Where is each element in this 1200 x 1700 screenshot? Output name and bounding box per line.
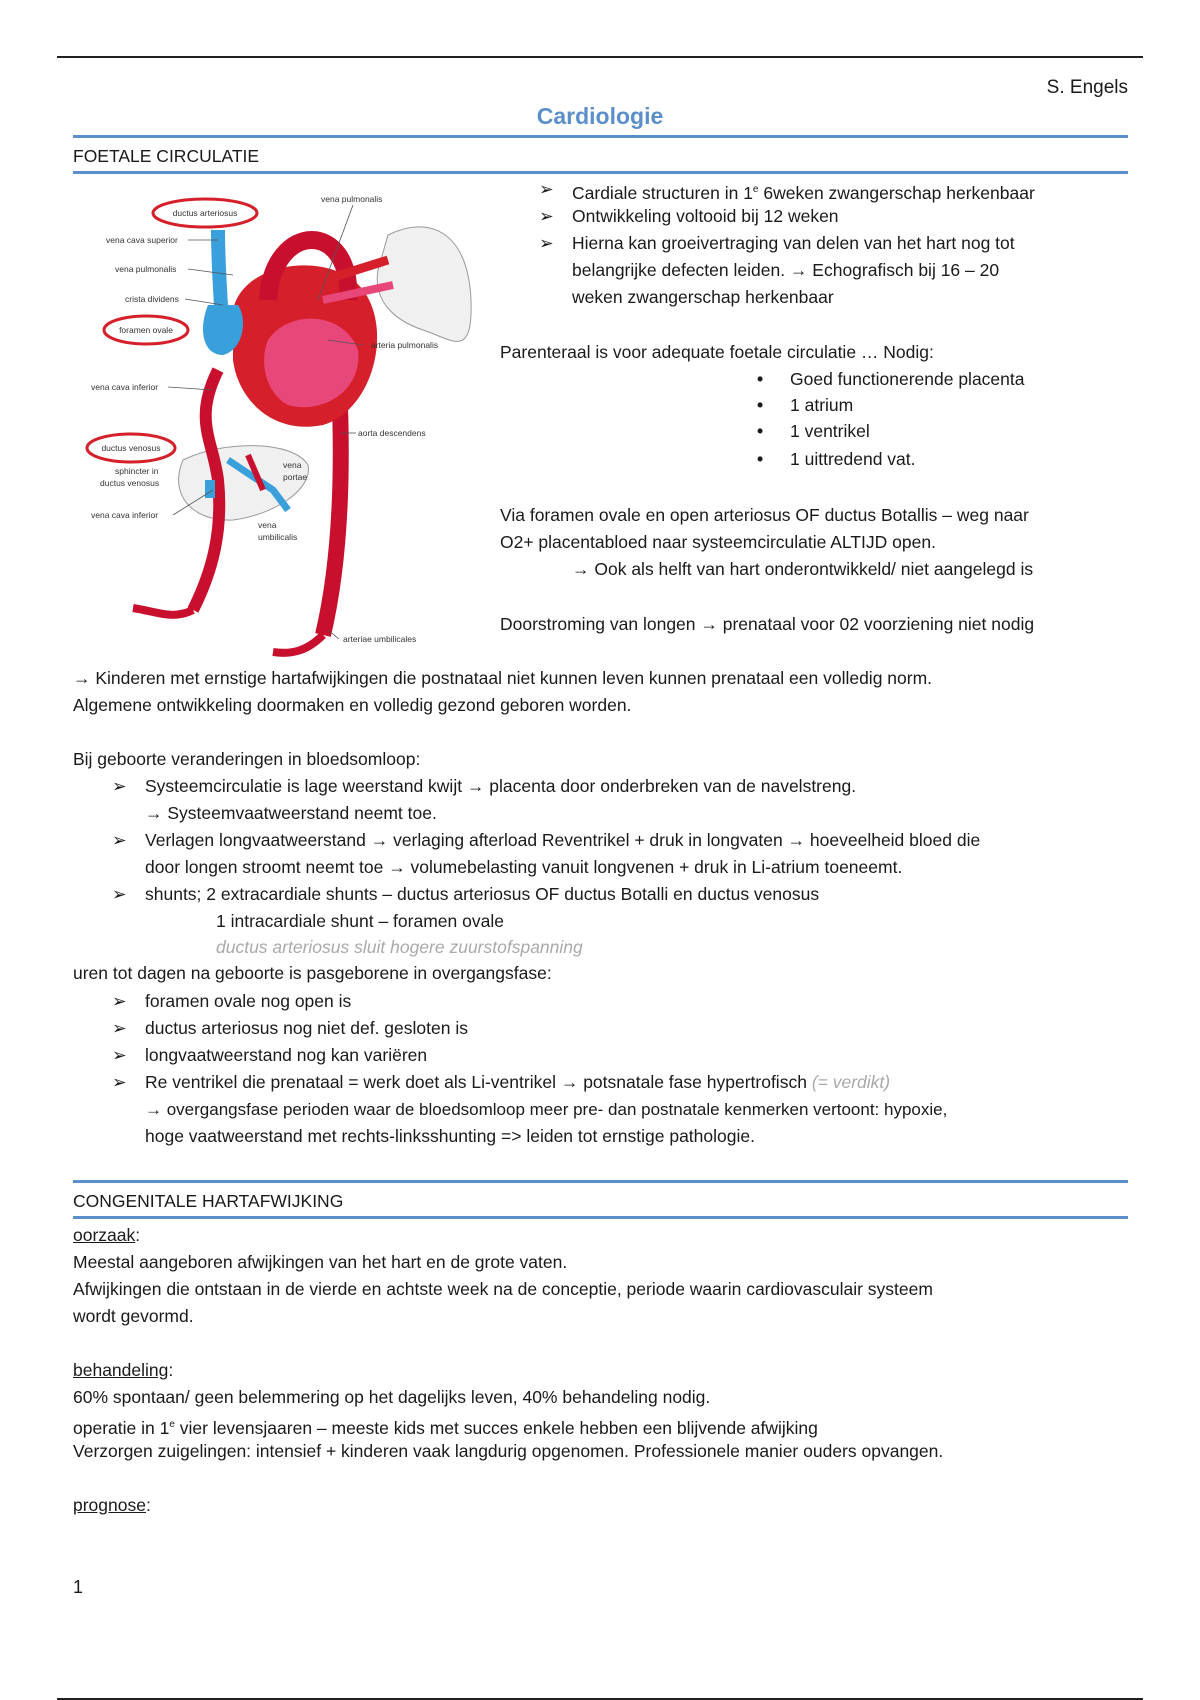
behandeling-line2: operatie in 1e vier levensjaaren – meeste kids met succes enkele hebben een blijvende afwijking (73, 1417, 818, 1438)
label-vena-pulmonalis-top: vena pulmonalis (321, 194, 383, 204)
page-title: Cardiologie (536, 103, 664, 129)
bullet-hierna-line2: belangrijke defecten leiden. → Echografisch bij 16 – 20 (572, 260, 1000, 280)
geboorte-item-3: ➢ shunts; 2 extracardiale shunts – ductus arteriosus OF ductus Botalli en ductus venosus (145, 881, 819, 908)
label-vena-2: vena (258, 520, 277, 530)
geboorte-item-3c: ductus arteriosus sluit hogere zuurstofspanning (216, 937, 583, 957)
via-line3: → Ook als helft van hart onderontwikkeld/ niet aangelegd is (572, 559, 1034, 579)
overgang-item-2: ➢ ductus arteriosus nog niet def. gesloten is (145, 1015, 468, 1042)
title-rule (73, 135, 1128, 138)
fetal-circulation-diagram (73, 190, 493, 660)
via-line2: O2+ placentabloed naar systeemcirculatie ALTIJD open. (500, 532, 936, 552)
bullet-hierna-line3: weken zwangerschap herkenbaar (572, 287, 834, 307)
prognose-heading: prognose: (73, 1495, 151, 1515)
section-heading-foetale: FOETALE CIRCULATIE (73, 146, 260, 166)
geboorte-intro: Bij geboorte veranderingen in bloedsomloop: (73, 749, 421, 769)
oorzaak-heading: oorzaak: (73, 1225, 141, 1245)
behandeling-heading: behandeling: (73, 1360, 174, 1380)
section-rule (73, 171, 1128, 174)
oorzaak-line1: Meestal aangeboren afwijkingen van het hart en de grote vaten. (73, 1252, 568, 1272)
verdikt-note: (= verdikt) (811, 1072, 891, 1092)
label-arteria-pulmonalis: arteria pulmonalis (371, 340, 439, 350)
overgang-item-1: ➢ foramen ovale nog open is (145, 988, 351, 1015)
label-portae: portae (283, 472, 308, 482)
author-name: S. Engels (1046, 77, 1128, 98)
need-item: • Goed functionerende placenta (790, 366, 1024, 393)
oorzaak-line3: wordt gevormd. (73, 1306, 194, 1326)
label-sphincter-2: ductus venosus (100, 478, 160, 488)
section-rule (73, 1216, 1128, 1219)
overgang-item-4: ➢ Re ventrikel die prenataal = werk doet als Li-ventrikel → potsnatale fase hypertrofisch (= verdikt) (145, 1069, 890, 1096)
kinderen-line2: Algemene ontwikkeling doormaken en volledig gezond geboren worden. (73, 695, 632, 715)
behandeling-line3: Verzorgen zuigelingen: intensief + kinderen vaak langdurig opgenomen. Professionele manier ouders opvangen. (73, 1441, 944, 1461)
page-number: 1 (73, 1577, 84, 1597)
label-vena: vena (283, 460, 302, 470)
bullet-hierna: ➢ Hierna kan groeivertraging van delen van het hart nog tot (572, 230, 1015, 257)
overgang-item-3: ➢ longvaatweerstand nog kan variëren (145, 1042, 427, 1069)
top-rule (57, 56, 1143, 58)
geboorte-item-2: ➢ Verlagen longvaatweerstand → verlaging afterload Reventrikel + druk in longvaten → hoeveelheid bloed die (145, 827, 980, 854)
label-ductus-venosus: ductus venosus (101, 443, 161, 453)
geboorte-item-1: ➢ Systeemcirculatie is lage weerstand kwijt → placenta door onderbreken van de navelstreng. (145, 773, 856, 800)
label-umbilicalis: umbilicalis (258, 532, 298, 542)
label-vena-cava-superior: vena cava superior (106, 235, 178, 245)
label-vena-cava-inferior-2: vena cava inferior (91, 510, 159, 520)
label-sphincter: sphincter in (115, 466, 159, 476)
label-ductus-arteriosus: ductus arteriosus (172, 208, 238, 218)
label-foramen-ovale: foramen ovale (119, 325, 173, 335)
overgang-item-4b: → overgangsfase perioden waar de bloedsomloop meer pre- dan postnatale kenmerken vertoont: hypoxie, (145, 1100, 948, 1119)
geboorte-item-3b: 1 intracardiale shunt – foramen ovale (216, 911, 504, 931)
label-vena-cava-inferior: vena cava inferior (91, 382, 159, 392)
section-rule (73, 1180, 1128, 1183)
label-vena-pulmonalis: vena pulmonalis (115, 264, 177, 274)
uren-intro: uren tot dagen na geboorte is pasgeborene in overgangsfase: (73, 963, 552, 983)
bullet-ontwikkeling: ➢ Ontwikkeling voltooid bij 12 weken (572, 203, 839, 230)
label-crista-dividens: crista dividens (125, 294, 179, 304)
doorstroming-text: Doorstroming van longen → prenataal voor 02 voorziening niet nodig (500, 614, 1035, 634)
need-item: • 1 uittredend vat. (790, 446, 916, 473)
behandeling-line1: 60% spontaan/ geen belemmering op het dagelijks leven, 40% behandeling nodig. (73, 1387, 711, 1407)
via-line1: Via foramen ovale en open arteriosus OF ductus Botallis – weg naar (500, 505, 1029, 525)
parenteraal-text: Parenteraal is voor adequate foetale circulatie … Nodig: (500, 342, 934, 362)
oorzaak-line2: Afwijkingen die ontstaan in de vierde en achtste week na de conceptie, periode waarin cardiovasculair systeem (73, 1279, 933, 1299)
section-heading-congenitale: CONGENITALE HARTAFWIJKING (73, 1191, 344, 1211)
overgang-item-4c: hoge vaatweerstand met rechts-linksshunting => leiden tot ernstige pathologie. (145, 1126, 755, 1146)
need-item: • 1 ventrikel (790, 418, 870, 445)
label-aorta-descendens: aorta descendens (358, 428, 426, 438)
geboorte-item-1b: → Systeemvaatweerstand neemt toe. (145, 803, 437, 823)
label-arteriae-umbilicales: arteriae umbilicales (343, 634, 417, 644)
need-item: • 1 atrium (790, 392, 853, 419)
geboorte-item-2b: door longen stroomt neemt toe → volumebelasting vanuit longvenen + druk in Li-atrium toeneemt. (145, 857, 903, 877)
kinderen-line1: → Kinderen met ernstige hartafwijkingen die postnataal niet kunnen leven kunnen prenataal een volledig norm. (73, 668, 933, 688)
bullet-cardiale: ➢ Cardiale structuren in 1e 6weken zwangerschap herkenbaar (572, 176, 1035, 207)
